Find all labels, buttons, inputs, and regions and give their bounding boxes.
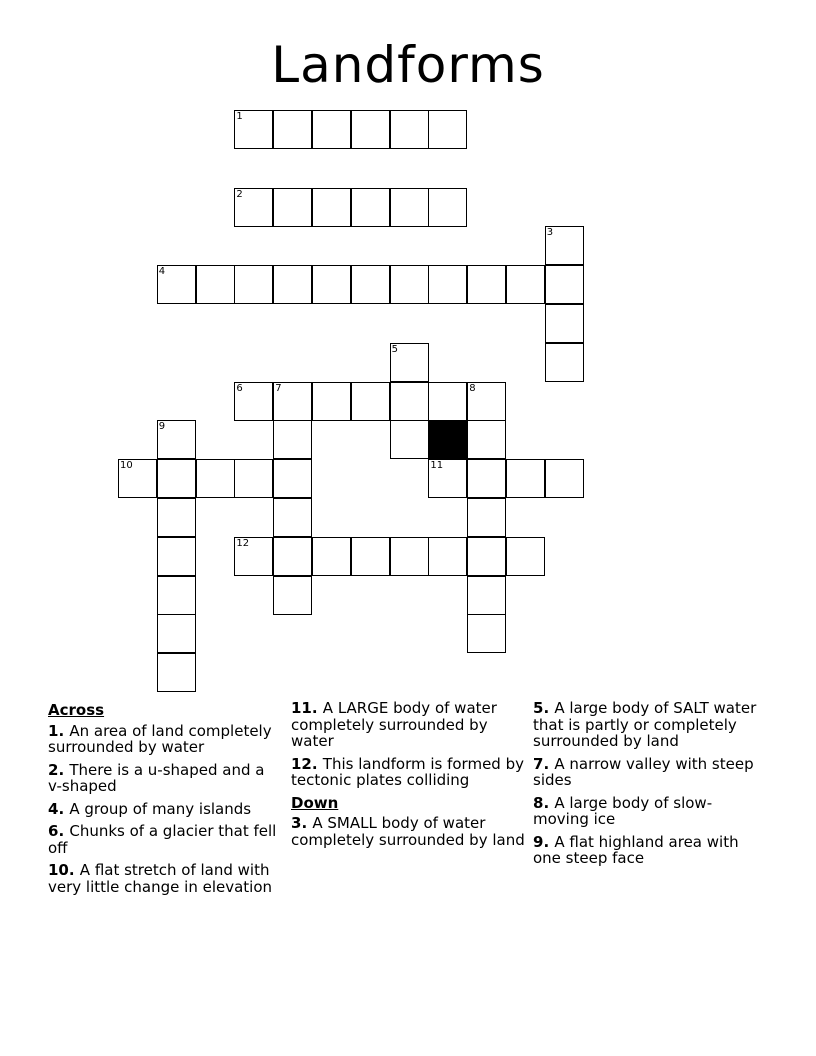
grid-cell[interactable] — [428, 188, 467, 227]
clues-column-3 — [533, 700, 758, 873]
grid-cell[interactable] — [545, 265, 584, 304]
clue-text: This landform is formed by tectonic plates colliding — [291, 754, 524, 789]
cell-number: 10 — [120, 460, 133, 472]
clue-text: A large body of SALT water that is partly or completely surrounded by land — [533, 699, 757, 750]
grid-cell[interactable] — [506, 265, 545, 304]
grid-cell[interactable] — [196, 459, 235, 498]
across-heading: Across — [48, 701, 105, 719]
grid-cell[interactable] — [390, 188, 429, 227]
clue-number: 9 — [533, 832, 544, 851]
clue-number: 7 — [533, 754, 544, 773]
clue-number: 2 — [48, 760, 59, 779]
grid-cell[interactable] — [390, 382, 429, 421]
grid-cell[interactable] — [545, 343, 584, 382]
grid-cell[interactable] — [157, 537, 196, 576]
cell-number: 6 — [236, 382, 243, 394]
grid-cell[interactable] — [428, 382, 467, 421]
cell-number: 4 — [158, 266, 166, 278]
clue-number: 11 — [291, 699, 312, 717]
grid-cell[interactable] — [234, 382, 273, 421]
grid-cell[interactable] — [506, 459, 545, 498]
grid-cell[interactable] — [545, 459, 584, 498]
grid-cell[interactable] — [390, 420, 429, 459]
grid-cell[interactable] — [273, 459, 312, 498]
clue-number: 12 — [291, 754, 312, 773]
puzzle-title: Landforms — [271, 36, 545, 94]
clue-number: 1 — [48, 721, 59, 740]
grid-cell[interactable] — [312, 382, 351, 421]
clue-number: 4 — [48, 799, 59, 818]
grid-cell[interactable] — [467, 498, 506, 537]
grid-cell[interactable] — [157, 498, 196, 537]
clue-across-1: 1. An area of land completely surrounded by water — [48, 721, 272, 756]
cell-number: 1 — [236, 111, 243, 122]
clue-number: 10 — [48, 861, 69, 879]
grid-cell[interactable] — [312, 110, 351, 149]
grid-cell[interactable] — [467, 265, 506, 304]
grid-cell[interactable] — [351, 382, 390, 421]
grid-cell[interactable] — [157, 420, 196, 459]
clue-text: A flat stretch of land with very little change in elevation — [48, 861, 273, 896]
clue-across-6: 6. Chunks of a glacier that fell off — [48, 822, 277, 857]
clue-text: A narrow valley with steep sides — [533, 754, 754, 789]
grid-cell[interactable] — [390, 265, 429, 304]
grid-cell[interactable] — [273, 265, 312, 304]
grid-cell[interactable] — [428, 265, 467, 304]
clue-text: A group of many islands — [69, 799, 252, 818]
grid-cell[interactable] — [157, 265, 196, 304]
clue-number: 6 — [48, 822, 59, 840]
grid-cell[interactable] — [351, 188, 390, 227]
clue-down-9: 9. A flat highland area with one steep face — [533, 832, 739, 867]
clue-text: A SMALL body of water completely surrounded by land — [291, 814, 525, 849]
grid-cell[interactable] — [273, 576, 312, 615]
grid-cell[interactable] — [273, 188, 312, 227]
grid-cell[interactable] — [428, 110, 467, 149]
grid-cell[interactable] — [273, 420, 312, 459]
clue-text: A flat highland area with one steep face — [533, 832, 739, 867]
grid-cell[interactable] — [234, 459, 273, 498]
grid-cell[interactable] — [273, 498, 312, 537]
grid-cell[interactable] — [157, 459, 196, 498]
clue-text: An area of land completely surrounded by water — [48, 721, 272, 756]
cell-number: 7 — [275, 382, 282, 394]
clue-text: A LARGE body of water completely surrounded by water — [291, 699, 497, 750]
grid-cell[interactable] — [467, 614, 506, 653]
cell-number: 8 — [469, 382, 476, 394]
grid-cell[interactable] — [351, 110, 390, 149]
clues-column-1 — [48, 700, 278, 901]
grid-cell[interactable] — [118, 459, 157, 498]
cell-number: 12 — [236, 537, 250, 549]
clue-down-7: 7. A narrow valley with steep sides — [533, 754, 754, 789]
clue-down-8: 8. A large body of slow-moving ice — [533, 793, 713, 828]
clue-across-11: 11. A LARGE body of water completely surrounded by water — [291, 699, 497, 750]
clue-across-12: 12. This landform is formed by tectonic plates colliding — [291, 754, 524, 789]
grid-cell[interactable] — [390, 537, 429, 576]
clue-down-3: 3. A SMALL body of water completely surrounded by land — [291, 814, 525, 849]
grid-cell[interactable] — [506, 537, 545, 576]
grid-cell[interactable] — [196, 265, 235, 304]
clue-text: Chunks of a glacier that fell off — [48, 822, 277, 857]
grid-cell[interactable] — [273, 382, 312, 421]
grid-cell[interactable] — [351, 265, 390, 304]
clue-down-5: 5. A large body of SALT water that is partly or completely surrounded by land — [533, 699, 757, 750]
grid-cell[interactable] — [234, 265, 273, 304]
clue-across-4: 4. A group of many islands — [48, 799, 252, 818]
grid-cell[interactable] — [157, 614, 196, 653]
cell-number: 5 — [391, 343, 398, 355]
black-square — [428, 420, 467, 459]
clue-across-10: 10. A flat stretch of land with very little change in elevation — [48, 861, 273, 896]
down-heading: Down — [291, 793, 339, 812]
grid-cell[interactable] — [467, 382, 506, 421]
clue-across-2: 2. There is a u-shaped and a v-shaped — [48, 760, 265, 795]
grid-cell[interactable] — [273, 537, 312, 576]
grid-cell[interactable] — [157, 653, 196, 692]
clue-number: 8 — [533, 793, 544, 812]
cell-number: 3 — [546, 227, 554, 239]
grid-cell[interactable] — [467, 537, 506, 576]
grid-cell[interactable] — [312, 188, 351, 227]
cell-number: 2 — [236, 188, 243, 200]
grid-cell[interactable] — [467, 576, 506, 615]
grid-cell[interactable] — [157, 576, 196, 615]
clues-column-2 — [291, 700, 526, 854]
grid-cell[interactable] — [467, 420, 506, 459]
grid-cell[interactable] — [545, 304, 584, 343]
clue-number: 3 — [291, 814, 302, 832]
grid-cell[interactable] — [312, 265, 351, 304]
grid-cell[interactable] — [351, 537, 390, 576]
cell-number: 9 — [158, 421, 166, 433]
grid-cell[interactable] — [428, 537, 467, 576]
grid-cell[interactable] — [234, 537, 273, 576]
grid-cell[interactable] — [312, 537, 351, 576]
grid-cell[interactable] — [390, 343, 429, 382]
cell-number: 11 — [430, 460, 444, 472]
clue-number: 5 — [533, 699, 544, 717]
grid-cell[interactable] — [234, 110, 273, 149]
grid-cell[interactable] — [390, 110, 429, 149]
grid-cell[interactable] — [273, 110, 312, 149]
clue-text: There is a u-shaped and a v-shaped — [48, 760, 265, 795]
clue-text: A large body of slow-moving ice — [533, 793, 713, 828]
grid-cell[interactable] — [428, 459, 467, 498]
grid-cell[interactable] — [234, 188, 273, 227]
grid-cell[interactable] — [545, 226, 584, 265]
grid-cell[interactable] — [467, 459, 506, 498]
